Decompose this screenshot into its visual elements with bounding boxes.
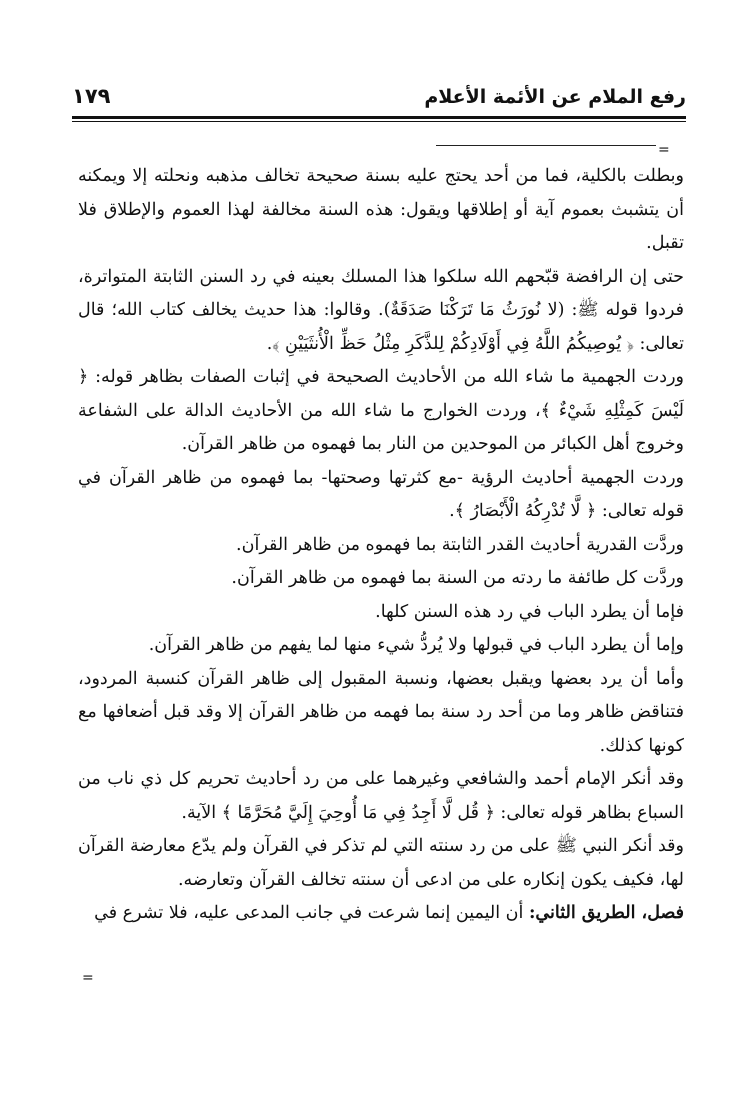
header-rule-thick <box>72 116 686 119</box>
running-title: رفع الملام عن الأئمة الأعلام <box>424 86 686 108</box>
paragraph: وردَّت كل طائفة ما ردته من السنة بما فهموه من ظاهر القرآن. <box>231 568 684 588</box>
header-rule-thin <box>72 121 686 122</box>
continuation-mark-bottom: = <box>82 970 94 986</box>
section-heading: فصل، الطريق الثاني: <box>528 903 684 923</box>
paragraph: فإما أن يطرد الباب في رد هذه السنن كلها. <box>375 601 684 622</box>
section-paragraph: فصل، الطريق الثاني: أن اليمين إنما شرعت في جانب المدعى عليه، فلا تشرع في <box>94 903 684 923</box>
paragraph: وأما أن يرد بعضها ويقبل بعضها، ونسبة المقبول إلى ظاهر القرآن كنسبة المردود، فتناقض ظاهر وما من أحد رد سنة بما فهمه من ظاهر القرآن إلا وقد قبل أضعافها مع كونها كذلك. <box>78 668 684 756</box>
paragraph: وردت الجهمية ما شاء الله من الأحاديث الصحيحة في إثبات الصفات بظاهر قوله: ﴿ لَيْسَ كَمِثْلِهِ شَيْءٌ ﴾، وردت الخوارج ما شاء الله من الأحاديث الدالة على الشفاعة وخروج أهل الكبائر من الموحدين من النار بما فهموه من ظاهر القرآن. <box>78 367 684 454</box>
paragraph: وردَّت القدرية أحاديث القدر الثابتة بما فهموه من ظاهر القرآن. <box>236 534 684 555</box>
footnote-continuation-rule <box>436 145 656 146</box>
paragraph: وقد أنكر الإمام أحمد والشافعي وغيرهما على من رد أحاديث تحريم كل ذي ناب من السباع بظاهر قوله تعالى: ﴿ قُل لَّا أَجِدُ فِي مَا أُوحِيَ إِلَيَّ مُحَرَّمًا ﴾ الآية. <box>78 769 684 823</box>
body-text <box>78 160 684 970</box>
paragraph: وردت الجهمية أحاديث الرؤية -مع كثرتها وصحتها- بما فهموه من ظاهر القرآن في قوله تعالى: ﴿ لَّا تُدْرِكُهُ الْأَبْصَارُ ﴾. <box>78 467 684 521</box>
page-header <box>72 84 686 114</box>
paragraph: وبطلت بالكلية، فما من أحد يحتج عليه بسنة صحيحة تخالف مذهبه ونحلته إلا ويمكنه أن يتشبث بعموم آية أو إطلاقها ويقول: هذه السنة مخالفة لهذا العموم والإطلاق فلا تقبل. <box>78 166 684 253</box>
paragraph: وقد أنكر النبي ﷺ على من رد سنته التي لم تذكر في القرآن ولم يدّع معارضة القرآن لها، فكيف يكون إنكاره على من ادعى أن سنته تخالف القرآن وتعارضه. <box>78 836 684 890</box>
paragraph: وإما أن يطرد الباب في قبولها ولا يُردُّ شيء منها لما يفهم من ظاهر القرآن. <box>148 635 684 655</box>
page-number: ١٧٩ <box>72 84 111 108</box>
continuation-mark-top: = <box>658 142 670 158</box>
paragraph: حتى إن الرافضة قبّحهم الله سلكوا هذا المسلك بعينه في رد السنن الثابتة المتواترة، فردوا قوله ﷺ: (لا نُورَثُ مَا تَرَكْنَا صَدَقَةٌ). وقالوا: هذا حديث يخالف كتاب الله؛ قال تعالى: ﴿ يُوصِيكُمُ اللَّهُ فِي أَوْلَادِكُمْ لِلذَّكَرِ مِثْلُ حَظِّ الْأُنثَيَيْنِ ﴾. <box>78 266 684 354</box>
